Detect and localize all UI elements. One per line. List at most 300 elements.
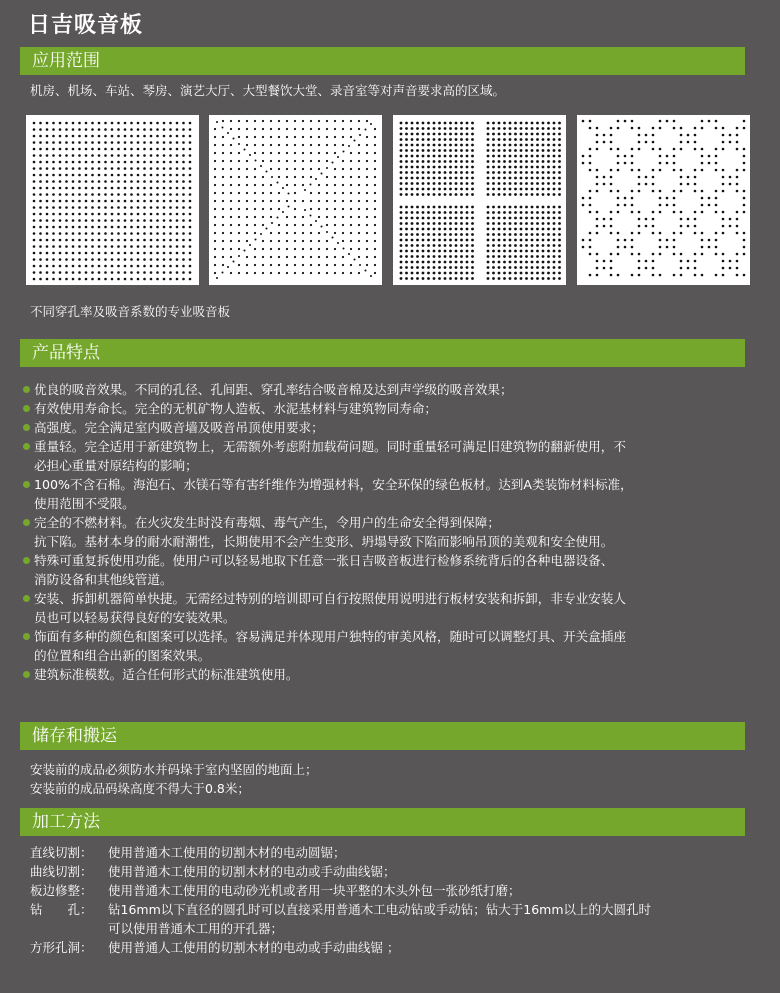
perforation-dot — [163, 141, 166, 144]
perforation-dot — [631, 155, 634, 158]
perforation-dot — [736, 253, 739, 256]
perforation-dot — [143, 265, 146, 268]
perforation-dot — [374, 272, 376, 274]
perforation-dot — [603, 225, 606, 228]
perforation-dot — [343, 151, 345, 153]
perforation-dot — [374, 224, 376, 226]
perforation-dot — [59, 239, 62, 242]
perforation-dot — [542, 160, 545, 163]
perforation-dot — [246, 160, 248, 162]
perforation-dot — [582, 197, 585, 200]
feature-item — [22, 551, 752, 589]
perforation-dot — [553, 233, 556, 236]
perforation-dot — [498, 217, 501, 220]
perforation-dot — [182, 128, 185, 131]
perforation-dot — [143, 128, 146, 131]
perforation-dot — [169, 141, 172, 144]
perforation-dot — [246, 216, 248, 218]
perforation-dot — [348, 253, 350, 255]
perforation-dot — [270, 232, 272, 234]
perforation-dot — [78, 167, 81, 170]
perforation-dot — [156, 154, 159, 157]
perforation-dot — [270, 272, 272, 274]
perforation-dot — [422, 182, 425, 185]
perforation-dot — [715, 211, 718, 214]
perforation-dot — [156, 258, 159, 261]
perforation-dot — [85, 213, 88, 216]
feature-line: 抗下陷。基材本身的耐水耐潮性，长期使用不会产生变形、坍塌导致下陷而影响吊顶的美观和安全使用。 — [34, 534, 614, 549]
perforation-dot — [525, 171, 528, 174]
perforation-dot — [427, 217, 430, 220]
perforation-dot — [589, 239, 592, 242]
perforation-dot — [438, 277, 441, 280]
perforation-dot — [189, 154, 192, 157]
perforation-dot — [460, 222, 463, 225]
perforation-dot — [350, 152, 352, 154]
perforation-dot — [460, 266, 463, 269]
perforation-dot — [589, 120, 592, 123]
perforation-dot — [318, 184, 320, 186]
perforation-dot — [659, 197, 662, 200]
perforation-dot — [547, 217, 550, 220]
perforation-dot — [596, 267, 599, 270]
perforation-dot — [33, 271, 36, 274]
perforation-dot — [117, 278, 120, 281]
perforation-dot — [422, 133, 425, 136]
perforation-dot — [169, 154, 172, 157]
perforation-dot — [694, 190, 697, 193]
perforation-dot — [422, 171, 425, 174]
perforation-dot — [433, 144, 436, 147]
perforation-dot — [52, 161, 55, 164]
perforation-dot — [471, 250, 474, 253]
perforation-dot — [405, 261, 408, 264]
perforation-dot — [701, 204, 704, 207]
perforation-dot — [514, 144, 517, 147]
perforation-dot — [366, 232, 368, 234]
perforation-dot — [143, 252, 146, 255]
perforation-dot — [405, 133, 408, 136]
perforation-dot — [438, 166, 441, 169]
perforation-dot — [65, 180, 68, 183]
perforation-dot — [374, 264, 376, 266]
perforation-dot — [150, 200, 153, 203]
perforation-dot — [294, 200, 296, 202]
perforation-dot — [405, 155, 408, 158]
perforation-dot — [542, 206, 545, 209]
perforation-dot — [558, 255, 561, 258]
perforation-dot — [278, 264, 280, 266]
perforation-dot — [270, 208, 272, 210]
perforation-dot — [104, 161, 107, 164]
perforation-dot — [558, 233, 561, 236]
perforation-dot — [270, 240, 272, 242]
perforation-dot — [117, 219, 120, 222]
perforation-dot — [150, 154, 153, 157]
perforation-dot — [366, 160, 368, 162]
perforation-dot — [78, 180, 81, 183]
perforation-dot — [254, 128, 256, 130]
perforation-dot — [326, 208, 328, 210]
perforation-dot — [659, 211, 662, 214]
perforation-dot — [498, 171, 501, 174]
perforation-dot — [302, 120, 304, 122]
perforation-dot — [214, 176, 216, 178]
perforation-dot — [310, 248, 312, 250]
processing-text: 使用普通人工使用的切割木材的电动或手动曲线锯 ； — [108, 940, 400, 955]
perforation-dot — [254, 200, 256, 202]
perforation-dot — [525, 160, 528, 163]
perforation-dot — [326, 216, 328, 218]
perforation-dot — [509, 149, 512, 152]
perforation-dot — [427, 239, 430, 242]
perforation-dot — [254, 152, 256, 154]
perforation-dot — [498, 122, 501, 125]
perforation-dot — [400, 138, 403, 141]
perforation-dot — [498, 188, 501, 191]
perforation-dot — [617, 246, 620, 249]
perforation-dot — [547, 244, 550, 247]
perforation-dot — [270, 200, 272, 202]
feature-item — [22, 399, 752, 418]
perforation-dot — [98, 200, 101, 203]
perforation-dot — [455, 206, 458, 209]
perforation-dot — [455, 277, 458, 280]
perforation-dot — [366, 264, 368, 266]
perforation-dot — [366, 216, 368, 218]
perforation-dot — [278, 144, 280, 146]
perforation-dot — [652, 141, 655, 144]
perforation-dot — [487, 149, 490, 152]
perforation-dot — [638, 225, 641, 228]
perforation-dot — [286, 168, 288, 170]
perforation-dot — [531, 127, 534, 130]
perforation-dot — [520, 166, 523, 169]
perforation-dot — [531, 261, 534, 264]
perforation-dot — [411, 255, 414, 258]
perforation-dot — [260, 233, 262, 235]
perforation-dot — [91, 135, 94, 138]
perforation-dot — [631, 120, 634, 123]
perforation-dot — [400, 222, 403, 225]
perforation-dot — [315, 220, 317, 222]
perforation-dot — [617, 127, 620, 130]
perforation-dot — [405, 138, 408, 141]
perforation-dot — [582, 162, 585, 165]
perforation-dot — [39, 128, 42, 131]
perforation-dot — [230, 208, 232, 210]
bullet-dot-icon — [23, 405, 30, 412]
perforation-dot — [169, 174, 172, 177]
perforation-dot — [230, 256, 232, 258]
perforation-dot — [124, 187, 127, 190]
perforation-dot — [169, 180, 172, 183]
processing-label: 板边修整： — [30, 883, 93, 898]
perforation-dot — [358, 160, 360, 162]
perforation-dot — [547, 261, 550, 264]
perforation-dot — [525, 244, 528, 247]
perforation-dot — [617, 190, 620, 193]
perforation-dot — [509, 239, 512, 242]
perforation-dot — [214, 144, 216, 146]
perforation-dot — [444, 144, 447, 147]
perforation-dot — [318, 128, 320, 130]
perforation-dot — [547, 206, 550, 209]
perforation-dot — [163, 128, 166, 131]
perforation-dot — [433, 193, 436, 196]
perforation-dot — [294, 208, 296, 210]
perforation-dot — [438, 217, 441, 220]
perforation-dot — [687, 225, 690, 228]
perforation-dot — [422, 193, 425, 196]
perforation-dot — [52, 265, 55, 268]
perforation-dot — [104, 154, 107, 157]
perforation-dot — [249, 154, 251, 156]
perforation-dot — [610, 190, 613, 193]
perforation-dot — [358, 232, 360, 234]
perforation-dot — [542, 272, 545, 275]
perforation-dot — [553, 277, 556, 280]
perforation-dot — [514, 171, 517, 174]
perforation-dot — [547, 272, 550, 275]
perforation-dot — [444, 211, 447, 214]
perforation-dot — [222, 232, 224, 234]
perforation-dot — [509, 155, 512, 158]
perforation-dot — [743, 253, 746, 256]
perforation-dot — [422, 206, 425, 209]
perforation-dot — [318, 200, 320, 202]
perforation-dot — [638, 127, 641, 130]
perforation-dot — [687, 183, 690, 186]
perforation-dot — [214, 152, 216, 154]
perforation-dot — [596, 218, 599, 221]
perforation-dot — [466, 217, 469, 220]
perforation-dot — [471, 261, 474, 264]
perforation-dot — [455, 272, 458, 275]
perforation-dot — [52, 245, 55, 248]
perforation-dot — [169, 187, 172, 190]
perforation-dot — [104, 174, 107, 177]
perforation-dot — [487, 239, 490, 242]
perforation-dot — [449, 217, 452, 220]
perforation-dot — [214, 256, 216, 258]
perforation-dot — [400, 233, 403, 236]
perforation-dot — [150, 278, 153, 281]
perforation-dot — [536, 182, 539, 185]
perforation-dot — [536, 217, 539, 220]
perforation-dot — [460, 193, 463, 196]
perforation-dot — [137, 232, 140, 235]
perforation-dot — [708, 246, 711, 249]
perforation-dot — [525, 166, 528, 169]
perforation-dot — [416, 182, 419, 185]
perforation-dot — [596, 211, 599, 214]
perforation-dot — [433, 233, 436, 236]
perforation-dot — [59, 141, 62, 144]
perforation-dot — [222, 160, 224, 162]
perforation-dot — [143, 206, 146, 209]
perforation-dot — [85, 148, 88, 151]
perforation-dot — [334, 224, 336, 226]
perforation-dot — [444, 272, 447, 275]
perforation-dot — [659, 120, 662, 123]
perforation-dot — [617, 239, 620, 242]
perforation-dot — [487, 233, 490, 236]
perforation-dot — [150, 135, 153, 138]
perforation-dot — [39, 239, 42, 242]
perforation-dot — [246, 272, 248, 274]
perforation-dot — [455, 188, 458, 191]
perforation-dot — [294, 176, 296, 178]
perforation-dot — [342, 184, 344, 186]
perforation-dot — [460, 233, 463, 236]
perforation-dot — [33, 258, 36, 261]
perforation-dot — [286, 248, 288, 250]
perforation-dot — [310, 168, 312, 170]
perforation-dot — [169, 200, 172, 203]
perforation-dot — [222, 208, 224, 210]
perforation-dot — [589, 148, 592, 151]
perforation-dot — [438, 122, 441, 125]
perforation-dot — [46, 200, 49, 203]
perforation-dot — [743, 239, 746, 242]
perforation-dot — [411, 188, 414, 191]
perforation-dot — [137, 213, 140, 216]
perforation-dot — [514, 160, 517, 163]
perforation-dot — [438, 155, 441, 158]
perforation-dot — [553, 149, 556, 152]
perforation-dot — [422, 155, 425, 158]
perforation-dot — [91, 258, 94, 261]
perforation-dot — [137, 278, 140, 281]
perforation-dot — [525, 127, 528, 130]
perforation-dot — [610, 127, 613, 130]
perforation-dot — [310, 208, 312, 210]
perforation-dot — [487, 182, 490, 185]
perforation-dot — [416, 133, 419, 136]
perforation-dot — [52, 200, 55, 203]
perforation-dot — [558, 155, 561, 158]
perforation-dot — [270, 144, 272, 146]
perforation-dot — [189, 271, 192, 274]
perforation-dot — [52, 148, 55, 151]
perforation-dot — [111, 187, 114, 190]
perforation-dot — [358, 240, 360, 242]
perforation-dot — [400, 127, 403, 130]
perforation-dot — [91, 200, 94, 203]
perforation-dot — [117, 161, 120, 164]
perforation-dot — [547, 228, 550, 231]
perforation-dot — [326, 144, 328, 146]
perforation-dot — [405, 255, 408, 258]
perforation-dot — [39, 226, 42, 229]
perforation-dot — [244, 250, 246, 252]
perforation-dot — [438, 239, 441, 242]
perforation-dot — [98, 180, 101, 183]
bullet-dot-icon — [23, 443, 30, 450]
perforation-dot — [531, 255, 534, 258]
perforation-dot — [278, 152, 280, 154]
perforation-dot — [438, 244, 441, 247]
perforation-dot — [666, 204, 669, 207]
perforation-dot — [189, 232, 192, 235]
perforation-dot — [405, 149, 408, 152]
perforation-dot — [680, 253, 683, 256]
perforation-dot — [270, 248, 272, 250]
perforation-dot — [624, 155, 627, 158]
perforation-dot — [318, 160, 320, 162]
perforation-dot — [52, 232, 55, 235]
perforation-dot — [262, 184, 264, 186]
perforation-dot — [98, 239, 101, 242]
perforation-dot — [455, 244, 458, 247]
bullet-dot-icon — [23, 481, 30, 488]
perforation-dot — [59, 167, 62, 170]
perforation-dot — [624, 204, 627, 207]
perforation-dot — [39, 265, 42, 268]
perforation-dot — [509, 211, 512, 214]
feature-item — [22, 437, 752, 475]
perforation-dot — [433, 272, 436, 275]
perforation-dot — [736, 134, 739, 137]
perforation-dot — [91, 239, 94, 242]
perforation-dot — [46, 278, 49, 281]
perforation-dot — [736, 148, 739, 151]
perforation-dot — [411, 250, 414, 253]
perforation-dot — [262, 240, 264, 242]
perforation-dot — [525, 266, 528, 269]
perforation-dot — [233, 261, 235, 263]
perforation-dot — [687, 176, 690, 179]
perforation-dot — [455, 155, 458, 158]
perforation-dot — [374, 200, 376, 202]
perforation-dot — [449, 160, 452, 163]
perforation-dot — [416, 122, 419, 125]
perforation-dot — [111, 258, 114, 261]
perforation-dot — [52, 154, 55, 157]
perforation-dot — [531, 171, 534, 174]
perforation-dot — [65, 187, 68, 190]
perforation-dot — [558, 272, 561, 275]
perforation-dot — [411, 144, 414, 147]
perforation-dot — [156, 167, 159, 170]
perforation-dot — [222, 216, 224, 218]
perforation-dot — [282, 187, 284, 189]
perforation-dot — [85, 245, 88, 248]
perforation-dot — [444, 244, 447, 247]
perforation-dot — [156, 161, 159, 164]
feature-line: 饰面有多种的颜色和图案可以选择。容易满足并体现用户独特的审美风格，随时可以调整灯具、开关盒插座 — [34, 629, 626, 644]
perforation-dot — [33, 161, 36, 164]
perforation-dot — [455, 261, 458, 264]
perforation-dot — [531, 188, 534, 191]
perforation-dot — [471, 182, 474, 185]
perforation-dot — [589, 246, 592, 249]
perforation-dot — [318, 264, 320, 266]
perforation-dot — [438, 261, 441, 264]
perforation-dot — [124, 258, 127, 261]
perforation-dot — [525, 261, 528, 264]
perforation-dot — [85, 122, 88, 125]
perforation-dot — [214, 136, 216, 138]
perforation-dot — [433, 138, 436, 141]
perforation-dot — [498, 211, 501, 214]
perforation-dot — [596, 141, 599, 144]
perforation-dot — [65, 128, 68, 131]
perforation-dot — [449, 228, 452, 231]
perforation-dot — [117, 232, 120, 235]
perforation-dot — [553, 250, 556, 253]
